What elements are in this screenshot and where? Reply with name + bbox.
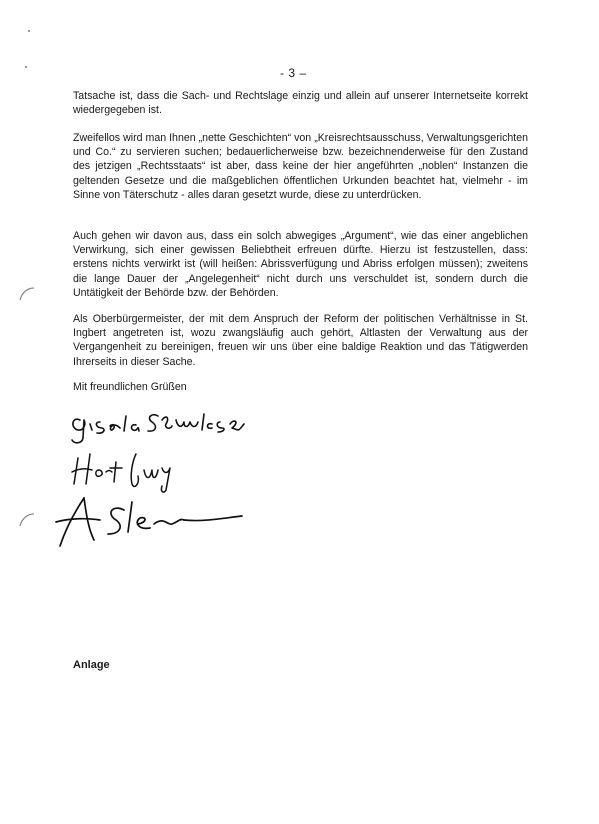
attachment-label: Anlage	[73, 659, 110, 671]
paragraph-2	[73, 131, 528, 202]
punch-hole-mark-bottom	[16, 510, 36, 530]
paragraph-1	[73, 89, 528, 117]
paragraph-1-text: Tatsache ist, dass die Sach- und Rechtslage einzig und allein auf unserer Internetseite korrekt wiedergegeben ist.	[73, 90, 528, 117]
closing-line	[73, 380, 528, 394]
paragraph-4-text: Als Oberbürgermeister, der mit dem Anspruch der Reform der politischen Verhältnisse in St. Ingbert angetreten ist, wozu zwangsläufig auch gehört, Altlasten der Verwaltung aus der Vergangenheit zu bereinigen, freuen wir uns über eine baldige Reaktion und das Tätigwerden Ihrerseits in dieser Sache.	[73, 313, 528, 368]
page-number: - 3 –	[280, 66, 307, 80]
closing-text: Mit freundlichen Grüßen	[73, 381, 187, 393]
signature-3	[54, 492, 244, 554]
signature-1	[66, 398, 246, 446]
paragraph-3	[73, 229, 528, 300]
scan-speck	[25, 66, 27, 68]
paragraph-2-text: Zweifellos wird man Ihnen „nette Geschichten“ von „Kreisrechtsausschuss, Verwaltungsgerichten und Co.“ zu servieren suchen; bedauerlicherweise bzw. bezeichnenderweise für den Zustand des jetzigen „Rechtsstaats“ ist aber, dass keine der hier angeführten „noblen“ Instanzen die geltenden Gesetze und die maßgeblichen öffentlichen Urkunden beachtet hat, vielmehr - im Sinne von Täterschutz - alles daran gesetzt wurde, diese zu unterdrücken.	[73, 132, 528, 201]
paragraph-4	[73, 312, 528, 369]
signature-2	[66, 440, 176, 496]
scan-speck	[28, 30, 30, 32]
punch-hole-mark-top	[16, 284, 36, 304]
paragraph-3-text: Auch gehen wir davon aus, dass ein solch abwegiges „Argument“, wie das einer angeblichen Verwirkung, sich einer gewissen Beliebtheit erfreuen dürfte. Hierzu ist festzustellen, dass: erstens nichts verwirkt ist (will heißen: Abrissverfügung und Abriss erfolgen müssen); zweitens die lange Dauer der „Angelegenheit“ nicht durch uns verschuldet ist, sondern durch die Untätigkeit der Behörde bzw. der Behörden.	[73, 230, 528, 299]
